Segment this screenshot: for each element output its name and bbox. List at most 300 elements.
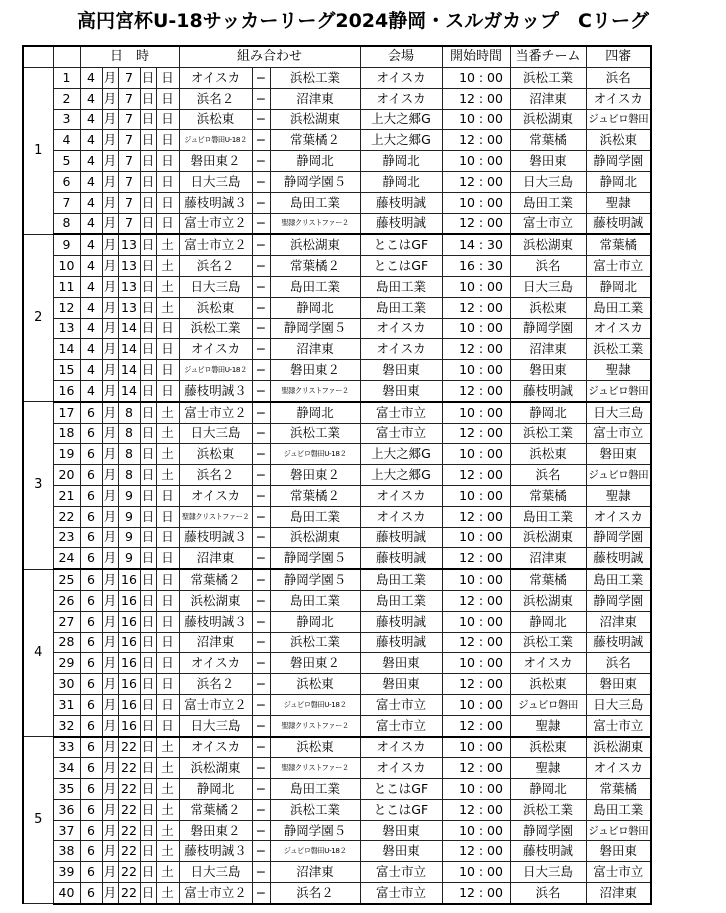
away-team: 静岡学園５ (270, 548, 360, 569)
day-value: 14 (118, 360, 140, 381)
match-number: 8 (53, 213, 80, 234)
venue: オイスカ (360, 318, 442, 339)
month-value: 6 (80, 590, 102, 611)
venue: 藤枝明誠 (360, 548, 442, 569)
away-team: ジュビロ磐田U-18２ (270, 444, 360, 465)
venue: とこはGF (360, 779, 442, 800)
venue: 上大之郷G (360, 130, 442, 151)
match-number: 17 (53, 402, 80, 423)
day-value: 13 (118, 234, 140, 255)
venue: とこはGF (360, 799, 442, 820)
kickoff-minute: 00 (487, 779, 510, 800)
day-unit: 日 (140, 192, 156, 213)
day-unit: 日 (140, 820, 156, 841)
away-team: 磐田東２ (270, 360, 360, 381)
away-team: 浜松東 (270, 674, 360, 695)
versus-dash: − (252, 213, 270, 234)
month-value: 4 (80, 360, 102, 381)
venue: とこはGF (360, 256, 442, 277)
day-unit: 日 (140, 297, 156, 318)
kickoff-minute: 00 (487, 423, 510, 444)
kickoff-minute: 00 (487, 339, 510, 360)
table-row (23, 256, 651, 277)
weekday: 日 (156, 569, 179, 590)
month-unit: 月 (102, 548, 118, 569)
away-team: 島田工業 (270, 779, 360, 800)
home-team: 富士市立２ (179, 234, 252, 255)
match-number: 23 (53, 527, 80, 548)
table-row (23, 506, 651, 527)
fourth-official: 沼津東 (586, 883, 651, 904)
kickoff-colon: : (475, 590, 487, 611)
kickoff-colon: : (475, 360, 487, 381)
kickoff-minute: 00 (487, 758, 510, 779)
away-team: 聖隷クリストファー２ (270, 213, 360, 234)
weekday: 土 (156, 737, 179, 758)
kickoff-colon: : (475, 611, 487, 632)
month-value: 6 (80, 841, 102, 862)
kickoff-minute: 00 (487, 506, 510, 527)
kickoff-colon: : (475, 653, 487, 674)
table-row (23, 402, 651, 423)
versus-dash: − (252, 841, 270, 862)
away-team: 静岡北 (270, 402, 360, 423)
away-team: 聖隷クリストファー２ (270, 380, 360, 401)
kickoff-colon: : (475, 485, 487, 506)
versus-dash: − (252, 360, 270, 381)
away-team: 浜松東 (270, 737, 360, 758)
fourth-official: 富士市立 (586, 862, 651, 883)
month-value: 6 (80, 632, 102, 653)
venue: 磐田東 (360, 674, 442, 695)
away-team: 浜松工業 (270, 632, 360, 653)
venue: 藤枝明誠 (360, 611, 442, 632)
home-team: オイスカ (179, 653, 252, 674)
weekday: 日 (156, 674, 179, 695)
away-team: ジュビロ磐田U-18２ (270, 841, 360, 862)
kickoff-colon: : (475, 862, 487, 883)
versus-dash: − (252, 653, 270, 674)
kickoff-minute: 00 (487, 151, 510, 172)
fourth-official: 沼津東 (586, 611, 651, 632)
venue: オイスカ (360, 485, 442, 506)
month-unit: 月 (102, 444, 118, 465)
kickoff-hour: 12 (442, 423, 475, 444)
venue: 静岡北 (360, 151, 442, 172)
duty-team: 聖隷 (510, 758, 586, 779)
month-value: 6 (80, 715, 102, 736)
table-row (23, 715, 651, 736)
home-team: 浜松東 (179, 109, 252, 130)
table-row (23, 339, 651, 360)
day-value: 8 (118, 465, 140, 486)
month-value: 4 (80, 276, 102, 297)
home-team: 藤枝明誠３ (179, 611, 252, 632)
match-number: 30 (53, 674, 80, 695)
day-unit: 日 (140, 883, 156, 904)
weekday: 土 (156, 465, 179, 486)
kickoff-hour: 12 (442, 715, 475, 736)
versus-dash: − (252, 883, 270, 904)
versus-dash: − (252, 590, 270, 611)
versus-dash: − (252, 737, 270, 758)
day-unit: 日 (140, 318, 156, 339)
table-row (23, 465, 651, 486)
venue: 富士市立 (360, 715, 442, 736)
day-unit: 日 (140, 799, 156, 820)
home-team: 富士市立２ (179, 402, 252, 423)
fourth-official: 浜松東 (586, 130, 651, 151)
day-unit: 日 (140, 527, 156, 548)
day-unit: 日 (140, 339, 156, 360)
away-team: 静岡学園５ (270, 318, 360, 339)
kickoff-colon: : (475, 465, 487, 486)
versus-dash: − (252, 109, 270, 130)
fourth-official: 富士市立 (586, 256, 651, 277)
fourth-official: 静岡学園 (586, 151, 651, 172)
table-row (23, 171, 651, 192)
table-row (23, 653, 651, 674)
duty-team: 静岡北 (510, 779, 586, 800)
weekday: 日 (156, 590, 179, 611)
kickoff-minute: 00 (487, 548, 510, 569)
fourth-official: ジュビロ磐田 (586, 465, 651, 486)
fourth-official: 浜名 (586, 68, 651, 89)
day-value: 13 (118, 256, 140, 277)
weekday: 土 (156, 799, 179, 820)
match-number: 4 (53, 130, 80, 151)
month-unit: 月 (102, 130, 118, 151)
match-number: 33 (53, 737, 80, 758)
duty-team: 日大三島 (510, 171, 586, 192)
versus-dash: − (252, 444, 270, 465)
month-unit: 月 (102, 256, 118, 277)
home-team: 日大三島 (179, 171, 252, 192)
away-team: 常葉橘２ (270, 256, 360, 277)
home-team: 静岡北 (179, 779, 252, 800)
day-value: 7 (118, 151, 140, 172)
month-unit: 月 (102, 799, 118, 820)
fourth-official: 磐田東 (586, 674, 651, 695)
duty-team: 磐田東 (510, 151, 586, 172)
day-unit: 日 (140, 234, 156, 255)
duty-team: 日大三島 (510, 276, 586, 297)
weekday: 日 (156, 192, 179, 213)
match-number: 6 (53, 171, 80, 192)
kickoff-minute: 00 (487, 632, 510, 653)
duty-team: オイスカ (510, 653, 586, 674)
day-unit: 日 (140, 68, 156, 89)
day-value: 16 (118, 590, 140, 611)
match-number: 32 (53, 715, 80, 736)
venue: 静岡北 (360, 171, 442, 192)
month-value: 4 (80, 256, 102, 277)
duty-team: ジュビロ磐田 (510, 694, 586, 715)
weekday: 日 (156, 151, 179, 172)
away-team: 聖隷クリストファー２ (270, 715, 360, 736)
day-unit: 日 (140, 465, 156, 486)
day-unit: 日 (140, 862, 156, 883)
fourth-official: ジュビロ磐田 (586, 380, 651, 401)
duty-team: 沼津東 (510, 548, 586, 569)
kickoff-minute: 00 (487, 380, 510, 401)
weekday: 日 (156, 548, 179, 569)
kickoff-hour: 10 (442, 862, 475, 883)
match-number: 36 (53, 799, 80, 820)
fourth-official: 浜名 (586, 653, 651, 674)
venue: 富士市立 (360, 694, 442, 715)
kickoff-minute: 00 (487, 611, 510, 632)
away-team: 浜松工業 (270, 68, 360, 89)
versus-dash: − (252, 820, 270, 841)
day-value: 8 (118, 444, 140, 465)
kickoff-hour: 10 (442, 276, 475, 297)
day-unit: 日 (140, 569, 156, 590)
fourth-official: 浜松工業 (586, 339, 651, 360)
kickoff-minute: 30 (487, 256, 510, 277)
kickoff-minute: 00 (487, 883, 510, 904)
day-unit: 日 (140, 653, 156, 674)
match-number: 39 (53, 862, 80, 883)
versus-dash: − (252, 715, 270, 736)
home-team: 藤枝明誠３ (179, 841, 252, 862)
match-number: 22 (53, 506, 80, 527)
month-unit: 月 (102, 653, 118, 674)
day-value: 16 (118, 653, 140, 674)
table-row (23, 318, 651, 339)
table-row (23, 674, 651, 695)
duty-team: 静岡学園 (510, 820, 586, 841)
day-value: 7 (118, 68, 140, 89)
away-team: 沼津東 (270, 88, 360, 109)
match-number: 11 (53, 276, 80, 297)
venue: 島田工業 (360, 276, 442, 297)
match-number: 5 (53, 151, 80, 172)
fourth-official: オイスカ (586, 506, 651, 527)
fourth-official: 富士市立 (586, 423, 651, 444)
day-unit: 日 (140, 88, 156, 109)
kickoff-hour: 10 (442, 318, 475, 339)
kickoff-hour: 10 (442, 820, 475, 841)
month-unit: 月 (102, 109, 118, 130)
month-value: 4 (80, 380, 102, 401)
fourth-official: 日大三島 (586, 402, 651, 423)
day-value: 16 (118, 715, 140, 736)
match-number: 16 (53, 380, 80, 401)
match-number: 3 (53, 109, 80, 130)
weekday: 土 (156, 862, 179, 883)
venue: 富士市立 (360, 862, 442, 883)
table-row (23, 758, 651, 779)
weekday: 日 (156, 506, 179, 527)
table-row (23, 297, 651, 318)
day-value: 7 (118, 213, 140, 234)
match-number: 1 (53, 68, 80, 89)
kickoff-minute: 00 (487, 130, 510, 151)
versus-dash: − (252, 611, 270, 632)
kickoff-hour: 10 (442, 109, 475, 130)
month-value: 6 (80, 485, 102, 506)
weekday: 土 (156, 758, 179, 779)
away-team: 静岡北 (270, 151, 360, 172)
month-value: 4 (80, 234, 102, 255)
venue: 上大之郷G (360, 465, 442, 486)
fourth-official: 富士市立 (586, 715, 651, 736)
weekday: 日 (156, 213, 179, 234)
away-team: 浜松工業 (270, 799, 360, 820)
kickoff-minute: 00 (487, 276, 510, 297)
table-row (23, 799, 651, 820)
weekday: 土 (156, 276, 179, 297)
home-team: オイスカ (179, 737, 252, 758)
day-value: 14 (118, 339, 140, 360)
venue: 磐田東 (360, 653, 442, 674)
table-row (23, 380, 651, 401)
month-unit: 月 (102, 569, 118, 590)
match-number: 29 (53, 653, 80, 674)
weekday: 日 (156, 130, 179, 151)
away-team: 浜松湖東 (270, 527, 360, 548)
kickoff-minute: 00 (487, 694, 510, 715)
header-duty: 当番チーム (510, 46, 586, 68)
venue: オイスカ (360, 68, 442, 89)
kickoff-hour: 12 (442, 632, 475, 653)
month-unit: 月 (102, 694, 118, 715)
day-value: 7 (118, 88, 140, 109)
day-value: 22 (118, 862, 140, 883)
header-fourth: 四審 (586, 46, 651, 68)
versus-dash: − (252, 506, 270, 527)
duty-team: 島田工業 (510, 192, 586, 213)
match-number: 12 (53, 297, 80, 318)
duty-team: 浜名 (510, 465, 586, 486)
kickoff-minute: 00 (487, 820, 510, 841)
versus-dash: − (252, 862, 270, 883)
month-unit: 月 (102, 402, 118, 423)
day-value: 9 (118, 548, 140, 569)
weekday: 土 (156, 423, 179, 444)
month-unit: 月 (102, 611, 118, 632)
month-unit: 月 (102, 360, 118, 381)
month-value: 6 (80, 527, 102, 548)
table-row (23, 841, 651, 862)
versus-dash: − (252, 423, 270, 444)
venue: オイスカ (360, 506, 442, 527)
versus-dash: − (252, 465, 270, 486)
venue: 磐田東 (360, 820, 442, 841)
venue: 富士市立 (360, 883, 442, 904)
day-value: 14 (118, 318, 140, 339)
home-team: 磐田東２ (179, 820, 252, 841)
versus-dash: − (252, 527, 270, 548)
away-team: 浜名２ (270, 883, 360, 904)
month-value: 6 (80, 569, 102, 590)
away-team: 磐田東２ (270, 653, 360, 674)
kickoff-colon: : (475, 423, 487, 444)
match-number: 9 (53, 234, 80, 255)
day-value: 14 (118, 380, 140, 401)
duty-team: 浜松東 (510, 444, 586, 465)
versus-dash: − (252, 402, 270, 423)
month-value: 4 (80, 109, 102, 130)
table-row (23, 527, 651, 548)
table-row (23, 192, 651, 213)
table-row (23, 548, 651, 569)
kickoff-hour: 12 (442, 674, 475, 695)
match-number: 25 (53, 569, 80, 590)
kickoff-colon: : (475, 506, 487, 527)
fourth-official: 磐田東 (586, 444, 651, 465)
kickoff-colon: : (475, 380, 487, 401)
weekday: 日 (156, 380, 179, 401)
kickoff-minute: 00 (487, 799, 510, 820)
duty-team: 浜松湖東 (510, 109, 586, 130)
month-unit: 月 (102, 820, 118, 841)
table-row (23, 109, 651, 130)
match-number: 34 (53, 758, 80, 779)
day-unit: 日 (140, 737, 156, 758)
month-value: 4 (80, 297, 102, 318)
kickoff-colon: : (475, 527, 487, 548)
away-team: 沼津東 (270, 339, 360, 360)
table-row (23, 590, 651, 611)
weekday: 日 (156, 632, 179, 653)
day-unit: 日 (140, 213, 156, 234)
versus-dash: − (252, 256, 270, 277)
match-number: 31 (53, 694, 80, 715)
kickoff-hour: 10 (442, 444, 475, 465)
table-row (23, 485, 651, 506)
duty-team: 浜名 (510, 256, 586, 277)
month-unit: 月 (102, 318, 118, 339)
home-team: 日大三島 (179, 862, 252, 883)
month-value: 6 (80, 694, 102, 715)
duty-team: 浜松東 (510, 674, 586, 695)
month-value: 4 (80, 130, 102, 151)
away-team: 島田工業 (270, 276, 360, 297)
kickoff-minute: 30 (487, 234, 510, 255)
month-unit: 月 (102, 862, 118, 883)
venue: 島田工業 (360, 297, 442, 318)
schedule-table (22, 45, 652, 905)
match-number: 40 (53, 883, 80, 904)
day-value: 13 (118, 297, 140, 318)
kickoff-colon: : (475, 213, 487, 234)
day-value: 16 (118, 632, 140, 653)
kickoff-hour: 12 (442, 465, 475, 486)
kickoff-hour: 10 (442, 653, 475, 674)
kickoff-hour: 10 (442, 527, 475, 548)
venue: 藤枝明誠 (360, 527, 442, 548)
kickoff-hour: 12 (442, 88, 475, 109)
away-team: 静岡学園５ (270, 569, 360, 590)
duty-team: 静岡北 (510, 402, 586, 423)
weekday: 日 (156, 527, 179, 548)
kickoff-minute: 00 (487, 171, 510, 192)
weekday: 土 (156, 297, 179, 318)
kickoff-colon: : (475, 841, 487, 862)
home-team: 富士市立２ (179, 694, 252, 715)
kickoff-colon: : (475, 171, 487, 192)
fourth-official: 磐田東 (586, 841, 651, 862)
day-unit: 日 (140, 758, 156, 779)
day-value: 22 (118, 841, 140, 862)
kickoff-hour: 12 (442, 758, 475, 779)
kickoff-minute: 00 (487, 318, 510, 339)
home-team: 日大三島 (179, 276, 252, 297)
month-unit: 月 (102, 380, 118, 401)
fourth-official: 浜松湖東 (586, 737, 651, 758)
